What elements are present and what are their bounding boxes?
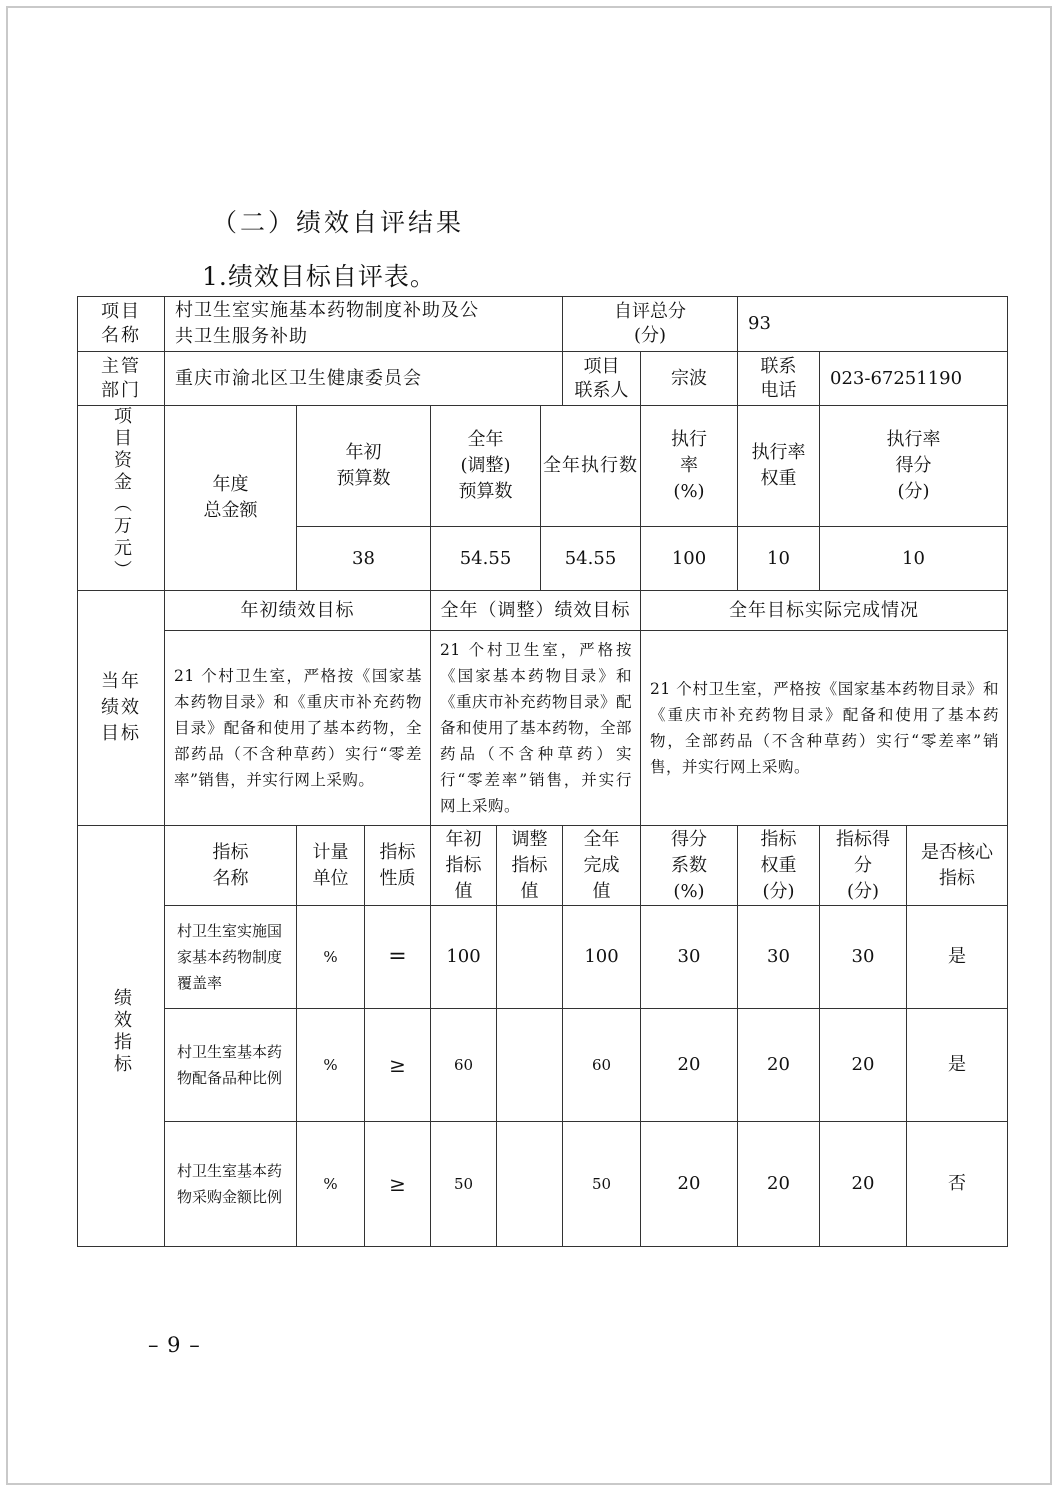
indicator-unit-header: 计量 单位 xyxy=(297,826,365,906)
goal-adjusted-text: 21 个村卫生室，严格按《国家基本药物目录》和《重庆市补充药物目录》配备和使用了基本药物，全部药品（不含种草药）实行“零差率”销售，并实行网上采购。 xyxy=(431,631,641,826)
fund-weight-header: 执行率 权重 xyxy=(738,406,820,527)
indicator-name: 村卫生室基本药物采购金额比例 xyxy=(165,1122,297,1247)
fund-adjusted-value: 54.55 xyxy=(431,527,541,591)
goal-initial-text: 21 个村卫生室，严格按《国家基本药物目录》和《重庆市补充药物目录》配备和使用了基本药物，全部药品（不含种草药）实行“零差率”销售，并实行网上采购。 xyxy=(165,631,431,826)
indicator-weight-value: 20 xyxy=(738,1122,820,1247)
fund-total-header: 年度 总金额 xyxy=(165,406,297,591)
indicator-coef-value: 20 xyxy=(641,1009,738,1122)
indicator-completed-value: 50 xyxy=(563,1122,641,1247)
indicator-score-value: 20 xyxy=(820,1009,907,1122)
indicator-nature: ≥ xyxy=(365,1122,431,1247)
indicator-unit: % xyxy=(297,1122,365,1247)
indicator-completed-header: 全年 完成 值 xyxy=(563,826,641,906)
row-goal-texts xyxy=(78,631,1008,826)
fund-label-cell xyxy=(78,406,165,591)
project-name-label: 项目 名称 xyxy=(78,297,165,352)
performance-self-evaluation-table xyxy=(77,296,1008,1247)
fund-initial-value: 38 xyxy=(297,527,431,591)
fund-initial-header: 年初 预算数 xyxy=(297,406,431,527)
goal-initial-header: 年初绩效目标 xyxy=(165,591,431,631)
table-row xyxy=(78,1009,1008,1122)
fund-executed-header: 全年执行数 xyxy=(541,406,641,527)
department-label: 主管 部门 xyxy=(78,352,165,406)
fund-score-header: 执行率 得分 (分) xyxy=(820,406,1008,527)
contact-label: 项目 联系人 xyxy=(563,352,641,406)
row-fund-headers xyxy=(78,406,1008,527)
indicator-score-value: 20 xyxy=(820,1122,907,1247)
row-project-name xyxy=(78,297,1008,352)
indicator-label: 绩效指标 xyxy=(111,988,132,1076)
table-row xyxy=(78,906,1008,1009)
indicator-weight-value: 20 xyxy=(738,1009,820,1122)
department-value: 重庆市渝北区卫生健康委员会 xyxy=(165,352,563,406)
page-number: – 9 – xyxy=(148,1333,201,1357)
indicator-adjusted-value xyxy=(497,1009,563,1122)
indicator-completed-value: 100 xyxy=(563,906,641,1009)
indicator-core-value: 是 xyxy=(907,1009,1008,1122)
indicator-coef-value: 20 xyxy=(641,1122,738,1247)
indicator-weight-value: 30 xyxy=(738,906,820,1009)
indicator-initial-header: 年初 指标 值 xyxy=(431,826,497,906)
indicator-initial-value: 100 xyxy=(431,906,497,1009)
fund-adjusted-header: 全年 (调整) 预算数 xyxy=(431,406,541,527)
fund-label: 项目资金（万元） xyxy=(111,406,132,582)
goal-actual-text: 21 个村卫生室，严格按《国家基本药物目录》和《重庆市补充药物目录》配备和使用了基本药物，全部药品（不含种草药）实行“零差率”销售，并实行网上采购。 xyxy=(641,631,1008,826)
indicator-unit: % xyxy=(297,1009,365,1122)
indicator-name-header: 指标 名称 xyxy=(165,826,297,906)
annual-goal-label: 当年 绩效 目标 xyxy=(78,591,165,826)
indicator-core-value: 否 xyxy=(907,1122,1008,1247)
indicator-adjusted-value xyxy=(497,906,563,1009)
row-goal-headers xyxy=(78,591,1008,631)
phone-value: 023-67251190 xyxy=(820,352,1008,406)
indicator-score-header: 指标得 分 (分) xyxy=(820,826,907,906)
row-department xyxy=(78,352,1008,406)
indicator-nature: = xyxy=(365,906,431,1009)
fund-score-value: 10 xyxy=(820,527,1008,591)
indicator-adjusted-value xyxy=(497,1122,563,1247)
indicator-adjusted-header: 调整 指标 值 xyxy=(497,826,563,906)
self-score-value: 93 xyxy=(738,297,1008,352)
contact-value: 宗波 xyxy=(641,352,738,406)
indicator-label-cell xyxy=(78,826,165,1247)
indicator-core-header: 是否核心 指标 xyxy=(907,826,1008,906)
row-indicator-headers xyxy=(78,826,1008,906)
indicator-nature: ≥ xyxy=(365,1009,431,1122)
table-row xyxy=(78,1122,1008,1247)
section-heading: （二）绩效自评结果 xyxy=(212,208,465,237)
indicator-weight-header: 指标 权重 (分) xyxy=(738,826,820,906)
indicator-name: 村卫生室基本药物配备品种比例 xyxy=(165,1009,297,1122)
goal-adjusted-header: 全年（调整）绩效目标 xyxy=(431,591,641,631)
indicator-initial-value: 60 xyxy=(431,1009,497,1122)
fund-rate-header: 执行 率 (%) xyxy=(641,406,738,527)
phone-label: 联系 电话 xyxy=(738,352,820,406)
indicator-score-value: 30 xyxy=(820,906,907,1009)
project-name-value: 村卫生室实施基本药物制度补助及公 共卫生服务补助 xyxy=(165,297,563,352)
indicator-coef-value: 30 xyxy=(641,906,738,1009)
fund-rate-value: 100 xyxy=(641,527,738,591)
indicator-completed-value: 60 xyxy=(563,1009,641,1122)
indicator-name: 村卫生室实施国家基本药物制度覆盖率 xyxy=(165,906,297,1009)
table-caption: 1.绩效目标自评表。 xyxy=(202,262,436,291)
indicator-core-value: 是 xyxy=(907,906,1008,1009)
fund-executed-value: 54.55 xyxy=(541,527,641,591)
goal-actual-header: 全年目标实际完成情况 xyxy=(641,591,1008,631)
indicator-unit: % xyxy=(297,906,365,1009)
self-score-label: 自评总分 (分) xyxy=(563,297,738,352)
indicator-nature-header: 指标 性质 xyxy=(365,826,431,906)
indicator-initial-value: 50 xyxy=(431,1122,497,1247)
indicator-coef-header: 得分 系数 (%) xyxy=(641,826,738,906)
fund-weight-value: 10 xyxy=(738,527,820,591)
